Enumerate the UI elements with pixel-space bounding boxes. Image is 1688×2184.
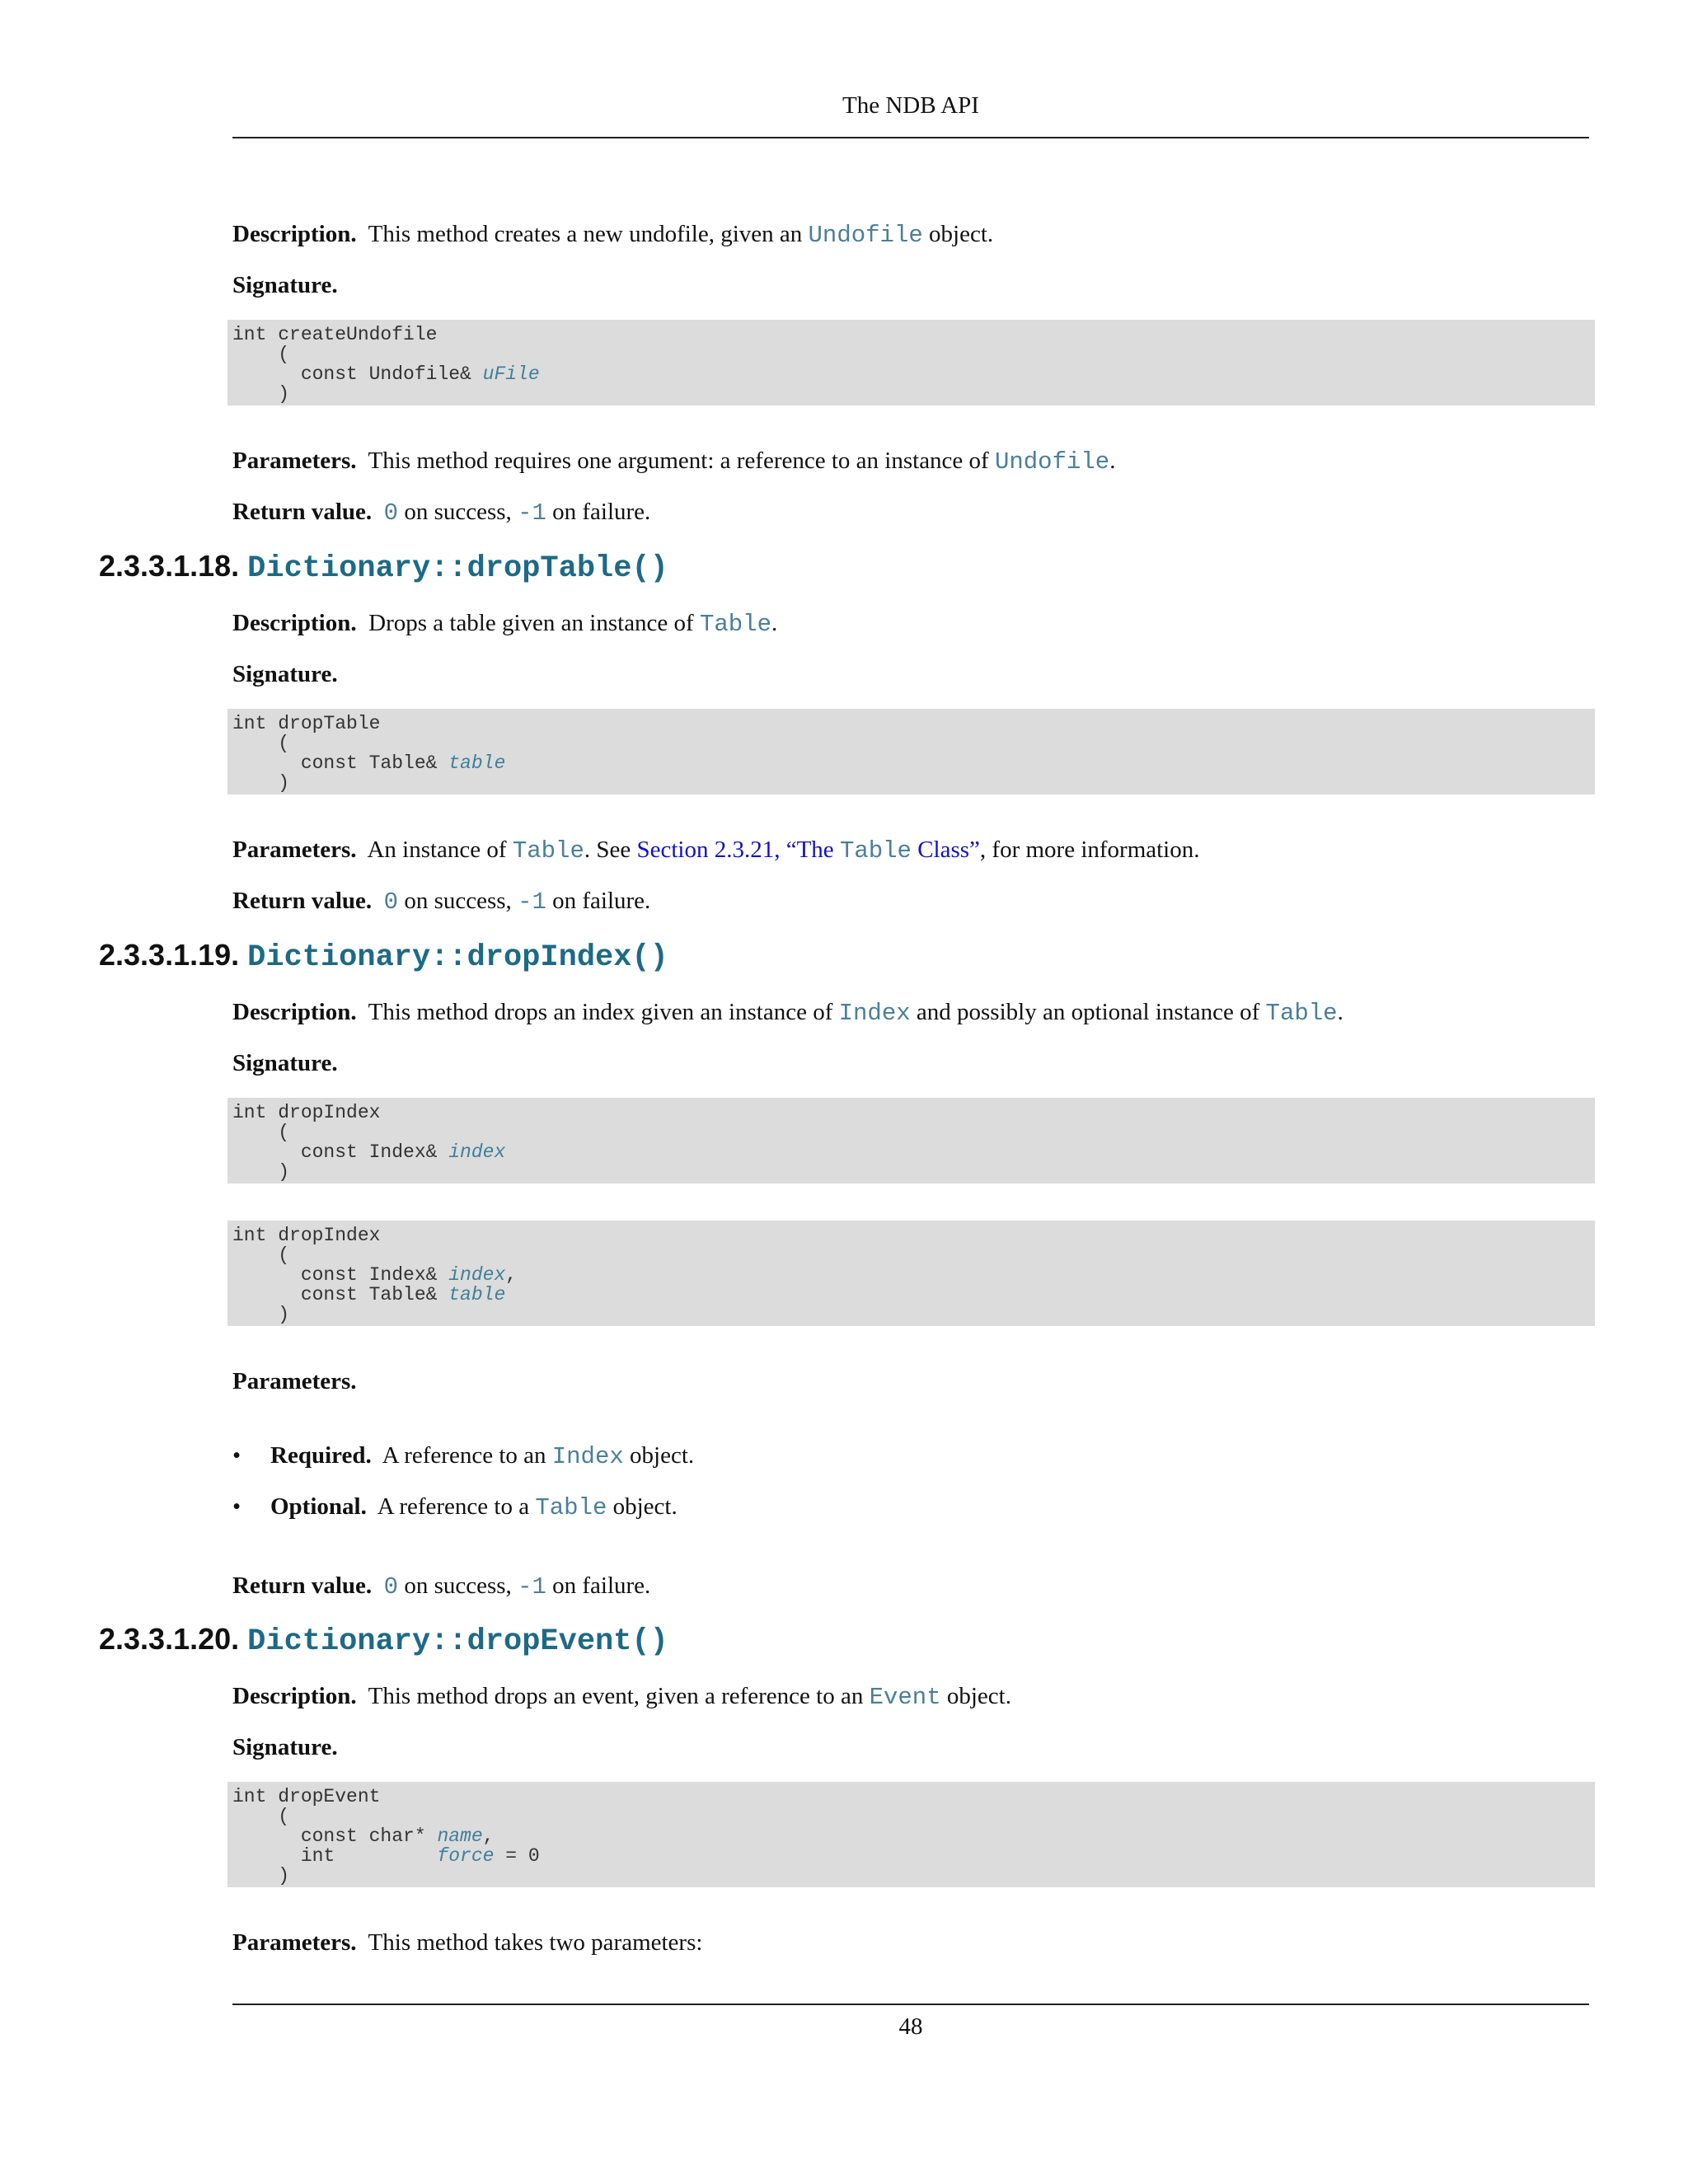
s17-signature-label bbox=[232, 270, 338, 300]
s20-description bbox=[232, 1681, 1011, 1713]
s19-signature-label bbox=[232, 1048, 338, 1078]
code-line: int dropIndex bbox=[232, 1102, 381, 1123]
ret-code: -1 bbox=[518, 888, 546, 916]
optional-label: Optional. bbox=[270, 1493, 367, 1520]
code-line: ) bbox=[232, 1304, 290, 1325]
ret-text: on success, bbox=[398, 1572, 518, 1599]
s17-return-value bbox=[232, 497, 650, 528]
section-heading-dropindex bbox=[99, 938, 668, 975]
code-text: const Index& bbox=[232, 1141, 449, 1163]
table-code: Table bbox=[535, 1494, 607, 1521]
code-arg: name bbox=[437, 1825, 483, 1847]
code-line: ) bbox=[232, 1865, 290, 1886]
section-title-code: Dictionary::dropTable() bbox=[247, 551, 668, 586]
parameters-label: Parameters. bbox=[232, 1368, 357, 1394]
params-text: This method takes two parameters: bbox=[368, 1929, 703, 1956]
bullet-icon: • bbox=[232, 1493, 241, 1520]
s17-description bbox=[232, 219, 993, 251]
s17-parameters bbox=[232, 446, 1115, 477]
signature-label: Signature. bbox=[232, 1734, 338, 1760]
code-text: const Index& bbox=[232, 1264, 449, 1286]
table-code: Table bbox=[699, 611, 771, 638]
s19-description bbox=[232, 997, 1343, 1029]
s19-bullet-required bbox=[232, 1442, 694, 1470]
section-number: 2.3.3.1.19. bbox=[99, 938, 240, 972]
s18-return-value bbox=[232, 886, 650, 917]
section-title-code: Dictionary::dropEvent() bbox=[247, 1624, 668, 1659]
s19-code-block-2 bbox=[227, 1221, 1595, 1326]
s20-signature-label bbox=[232, 1732, 338, 1762]
running-header: The NDB API bbox=[842, 92, 979, 119]
parameters-label: Parameters. bbox=[232, 448, 357, 474]
section-heading-dropevent bbox=[99, 1622, 668, 1659]
link-text: Class” bbox=[911, 837, 980, 863]
s20-code-block bbox=[227, 1782, 1595, 1887]
ret-text: on failure. bbox=[546, 888, 651, 914]
code-line: ) bbox=[232, 772, 290, 794]
description-label: Description. bbox=[232, 610, 357, 636]
code-line: int dropTable bbox=[232, 713, 381, 734]
section-title-code: Dictionary::dropIndex() bbox=[247, 940, 668, 975]
desc-text: . bbox=[771, 610, 778, 636]
code-arg: index bbox=[448, 1264, 506, 1286]
code-text: , bbox=[482, 1825, 495, 1847]
required-label: Required. bbox=[270, 1442, 372, 1469]
signature-label: Signature. bbox=[232, 272, 338, 298]
code-line bbox=[232, 1846, 1590, 1866]
desc-text: This method creates a new undofile, given an bbox=[368, 221, 809, 247]
code-text: , bbox=[505, 1264, 518, 1286]
bullet-text: A reference to an bbox=[382, 1442, 552, 1469]
code-arg: table bbox=[448, 752, 506, 774]
ret-code: 0 bbox=[383, 499, 399, 527]
desc-text: object. bbox=[922, 221, 994, 247]
description-label: Description. bbox=[232, 999, 357, 1025]
parameters-label: Parameters. bbox=[232, 1929, 357, 1956]
index-code: Index bbox=[838, 1000, 911, 1027]
code-line bbox=[232, 1265, 1590, 1285]
footer-rule bbox=[232, 2004, 1589, 2005]
code-arg: index bbox=[448, 1141, 506, 1163]
bullet-text: object. bbox=[623, 1442, 695, 1469]
ret-code: -1 bbox=[518, 1573, 546, 1601]
parameters-label: Parameters. bbox=[232, 837, 357, 863]
code-line: ( bbox=[232, 344, 290, 365]
page-number: 48 bbox=[898, 2013, 923, 2040]
code-line: ( bbox=[232, 733, 290, 754]
table-code: Table bbox=[1265, 1000, 1338, 1027]
return-value-label: Return value. bbox=[232, 888, 373, 914]
params-text: . bbox=[1109, 448, 1116, 474]
return-value-label: Return value. bbox=[232, 1572, 373, 1599]
ret-text: on failure. bbox=[546, 499, 651, 525]
s18-code-block bbox=[227, 709, 1595, 794]
signature-label: Signature. bbox=[232, 661, 338, 687]
code-text: const char* bbox=[232, 1825, 438, 1847]
bullet-text: A reference to a bbox=[377, 1493, 536, 1520]
code-text: const Table& bbox=[232, 752, 449, 774]
bullet-text: object. bbox=[607, 1493, 678, 1520]
code-line bbox=[232, 753, 1590, 773]
params-text: This method requires one argument: a reference to an instance of bbox=[368, 448, 995, 474]
s20-parameters bbox=[232, 1928, 702, 1957]
code-line: ( bbox=[232, 1244, 290, 1266]
index-code: Index bbox=[551, 1443, 624, 1470]
code-line: int dropIndex bbox=[232, 1225, 381, 1246]
s19-parameters-label bbox=[232, 1366, 357, 1396]
bullet-icon: • bbox=[232, 1442, 241, 1469]
desc-text: This method drops an index given an instance of bbox=[368, 999, 839, 1025]
description-label: Description. bbox=[232, 1683, 357, 1709]
ret-code: -1 bbox=[518, 499, 546, 527]
desc-text: . bbox=[1337, 999, 1343, 1025]
code-text: int bbox=[232, 1845, 438, 1867]
table-class-link[interactable] bbox=[636, 837, 979, 863]
params-text: An instance of bbox=[367, 837, 513, 863]
desc-text: and possibly an optional instance of bbox=[910, 999, 1266, 1025]
code-line: int createUndofile bbox=[232, 324, 438, 345]
code-line bbox=[232, 1826, 1590, 1846]
s18-parameters bbox=[232, 835, 1200, 866]
s19-return-value bbox=[232, 1571, 650, 1602]
s18-description bbox=[232, 608, 777, 640]
table-code: Table bbox=[512, 837, 584, 865]
signature-label: Signature. bbox=[232, 1050, 338, 1076]
desc-text: Drops a table given an instance of bbox=[368, 610, 700, 636]
section-number: 2.3.3.1.18. bbox=[99, 549, 240, 583]
code-line: ( bbox=[232, 1806, 290, 1827]
code-line: int dropEvent bbox=[232, 1786, 381, 1807]
params-text: , for more information. bbox=[979, 837, 1200, 863]
code-line: ) bbox=[232, 383, 290, 405]
code-line: ( bbox=[232, 1122, 290, 1143]
s17-code-block bbox=[227, 320, 1595, 405]
ret-text: on success, bbox=[398, 888, 518, 914]
code-text: const Table& bbox=[232, 1284, 449, 1305]
s19-bullet-optional bbox=[232, 1493, 678, 1521]
params-text: . See bbox=[584, 837, 637, 863]
code-arg: force bbox=[437, 1845, 495, 1867]
code-line bbox=[232, 1142, 1590, 1162]
ret-code: 0 bbox=[383, 1573, 399, 1601]
link-code: Table bbox=[839, 837, 912, 865]
section-heading-droptable bbox=[99, 549, 668, 586]
code-line: ) bbox=[232, 1161, 290, 1183]
description-label: Description. bbox=[232, 221, 357, 247]
header-rule bbox=[232, 137, 1589, 138]
code-text: = 0 bbox=[494, 1845, 540, 1867]
code-line bbox=[232, 1285, 1590, 1305]
ret-text: on failure. bbox=[546, 1572, 651, 1599]
code-arg: uFile bbox=[482, 363, 540, 385]
undofile-code: Undofile bbox=[808, 222, 923, 249]
ret-text: on success, bbox=[398, 499, 518, 525]
s18-signature-label bbox=[232, 659, 338, 689]
code-arg: table bbox=[448, 1284, 506, 1305]
s19-code-block-1 bbox=[227, 1098, 1595, 1183]
section-number: 2.3.3.1.20. bbox=[99, 1622, 240, 1656]
code-line bbox=[232, 364, 1590, 384]
desc-text: This method drops an event, given a reference to an bbox=[368, 1683, 870, 1709]
link-text: Section 2.3.21, “The bbox=[636, 837, 840, 863]
desc-text: object. bbox=[940, 1683, 1011, 1709]
event-code: Event bbox=[869, 1684, 941, 1711]
return-value-label: Return value. bbox=[232, 499, 373, 525]
undofile-code: Undofile bbox=[994, 448, 1110, 476]
code-text: const Undofile& bbox=[232, 363, 483, 385]
ret-code: 0 bbox=[383, 888, 399, 916]
